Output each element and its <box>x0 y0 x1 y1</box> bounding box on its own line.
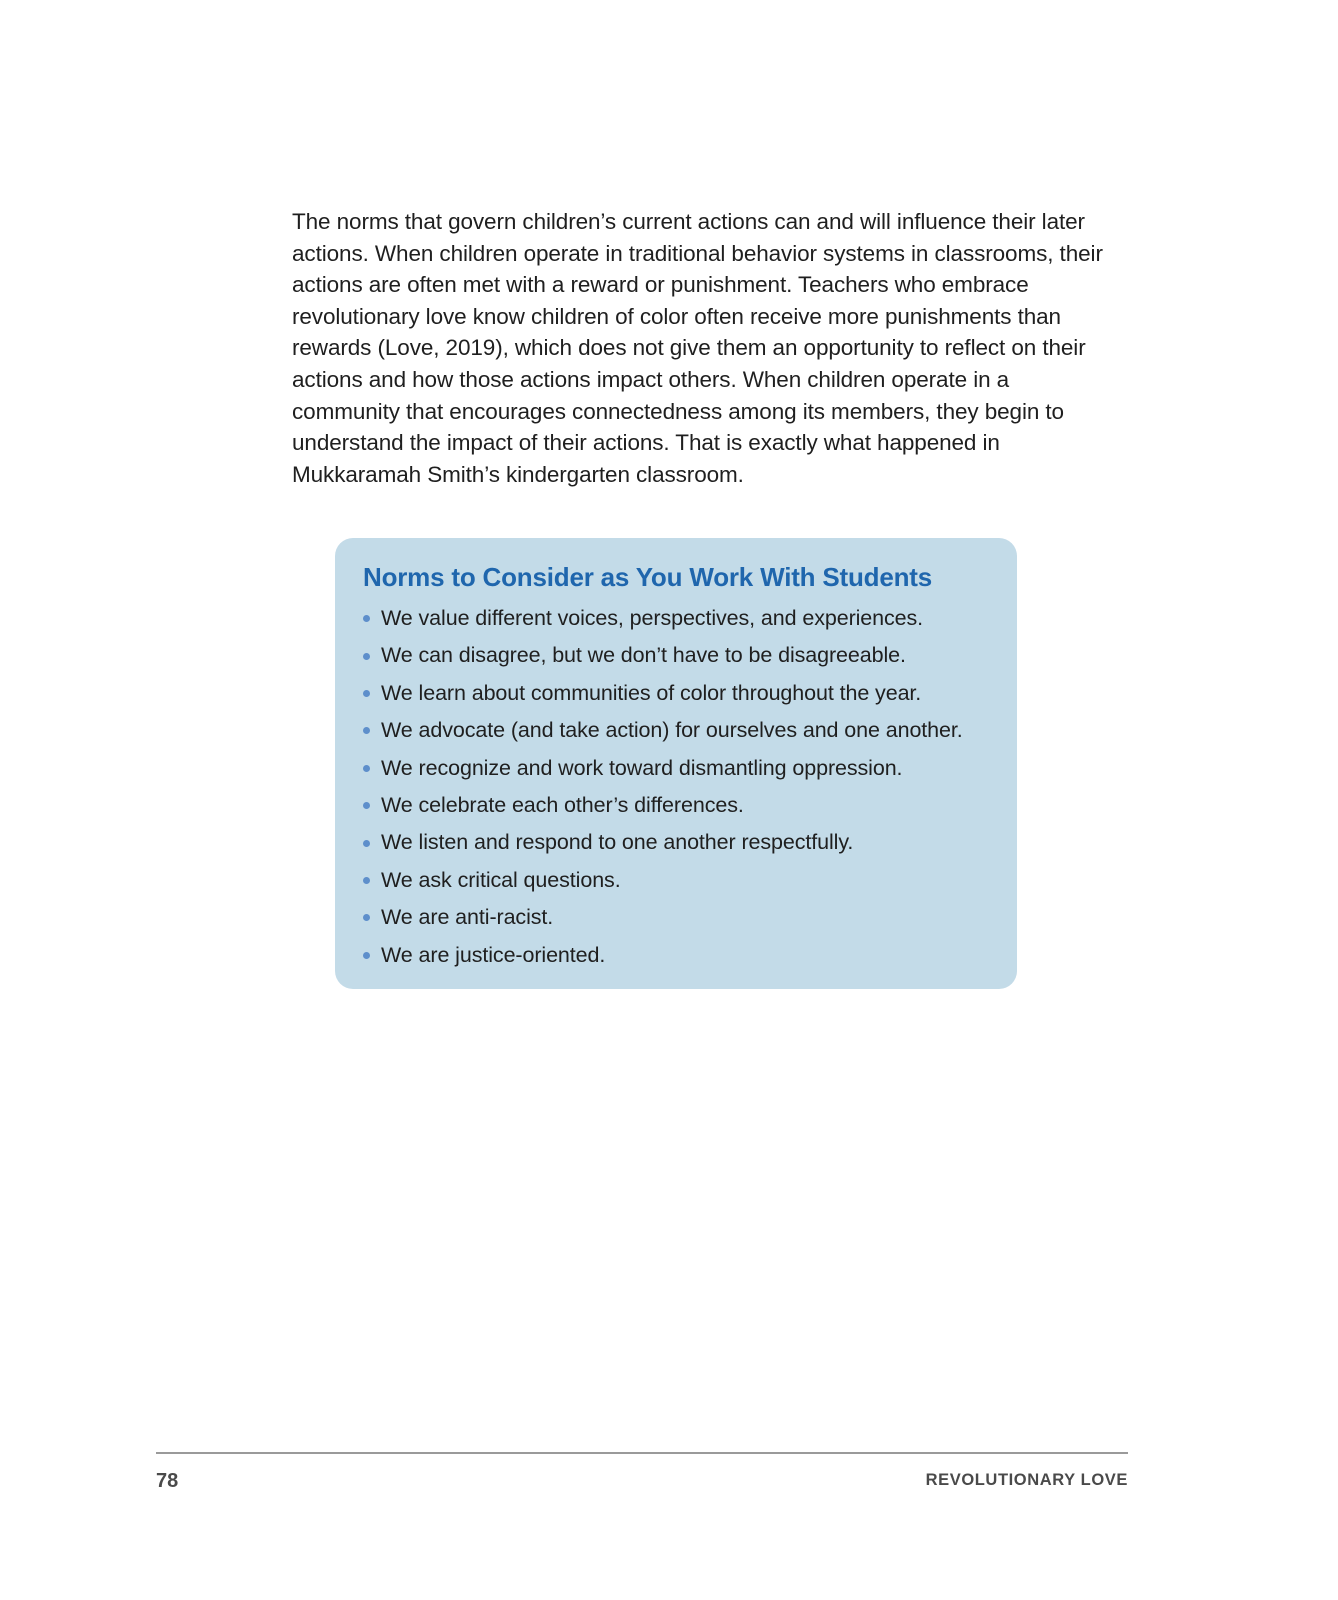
norm-text: We can disagree, but we don’t have to be disagreeable. <box>381 643 906 668</box>
page-number: 78 <box>156 1470 179 1492</box>
norm-text: We celebrate each other’s differences. <box>381 792 744 817</box>
body-paragraph: The norms that govern children’s current actions can and will influence their later actions. When children operate in traditional behavior systems in classrooms, their actions are often met with a reward or punishment. Teachers who embrace revolutionary love know children of color often receive more punishments than rewards (Love, 2019), which does not give them an opportunity to reflect on their actions and how those actions impact others. When children operate in a community that encourages connectedness among its members, they begin to understand the impact of their actions. That is exactly what happened in Mukkaramah Smith’s kindergarten classroom. <box>292 209 1103 487</box>
bullet-dot-icon <box>363 952 370 959</box>
norm-text: We advocate (and take action) for ourselves and one another. <box>381 718 963 743</box>
bullet-dot-icon <box>363 690 370 697</box>
norm-text: We listen and respond to one another respectfully. <box>381 830 854 855</box>
footer-divider <box>156 1452 1128 1454</box>
bullet-dot-icon <box>363 914 370 921</box>
list-item <box>363 899 989 936</box>
list-item <box>363 824 989 861</box>
list-item <box>363 750 989 787</box>
list-item <box>363 637 989 674</box>
norm-text: We are justice-oriented. <box>381 942 606 967</box>
list-item <box>363 862 989 899</box>
list-item <box>363 937 989 974</box>
norm-text: We recognize and work toward dismantling oppression. <box>381 755 903 780</box>
norm-text: We ask critical questions. <box>381 867 621 892</box>
bullet-dot-icon <box>363 727 370 734</box>
bullet-dot-icon <box>363 615 370 622</box>
norm-text: We value different voices, perspectives, and experiences. <box>381 606 924 630</box>
list-item <box>363 675 989 712</box>
list-item <box>363 712 989 749</box>
bullet-dot-icon <box>363 765 370 772</box>
norm-text: We learn about communities of color throughout the year. <box>381 680 922 705</box>
norms-callout-box <box>335 538 1017 989</box>
list-item <box>363 787 989 824</box>
running-head: REVOLUTIONARY LOVE <box>925 1471 1128 1489</box>
norm-text: We are anti-racist. <box>381 905 554 930</box>
bullet-dot-icon <box>363 840 370 847</box>
list-item <box>363 600 989 637</box>
norms-list <box>363 600 989 974</box>
bullet-dot-icon <box>363 877 370 884</box>
callout-title: Norms to Consider as You Work With Students <box>363 562 932 592</box>
bullet-dot-icon <box>363 653 370 660</box>
bullet-dot-icon <box>363 802 370 809</box>
